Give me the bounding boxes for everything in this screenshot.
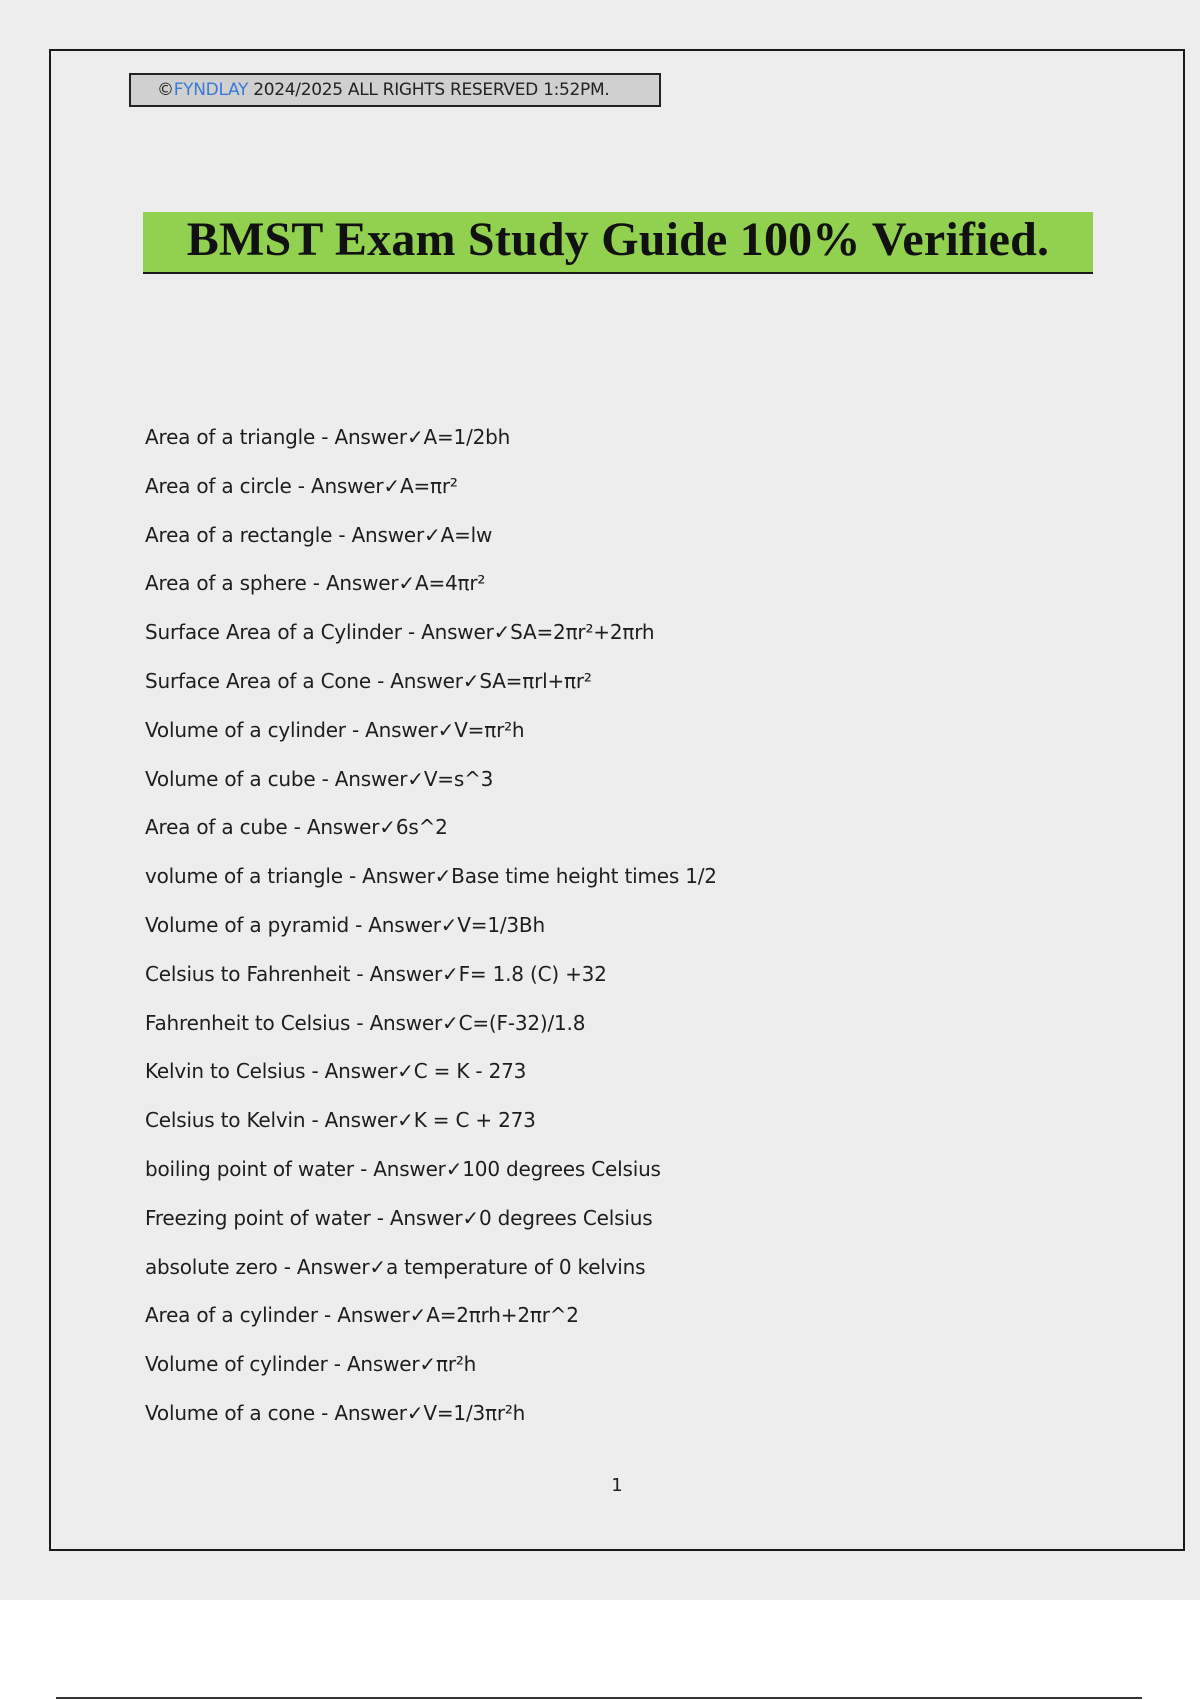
qa-item (145, 809, 717, 858)
qa-question: Volume of a cone - Answer (145, 1400, 407, 1425)
qa-question: Area of a cylinder - Answer (145, 1303, 410, 1328)
qa-answer: V=1/3πr²h (423, 1400, 526, 1425)
qa-answer: Base time height times 1/2 (451, 864, 717, 889)
qa-question: Volume of a cylinder - Answer (145, 717, 438, 742)
qa-answer: V=1/3Bh (457, 912, 545, 937)
check-icon: ✓ (406, 1400, 424, 1425)
qa-question: absolute zero - Answer (145, 1254, 370, 1279)
check-icon: ✓ (434, 864, 452, 889)
qa-question: Celsius to Fahrenheit - Answer (145, 961, 443, 986)
qa-answer: 0 degrees Celsius (478, 1205, 653, 1230)
qa-item (145, 1151, 717, 1200)
copyright-brand: FYNDLAY (173, 80, 249, 100)
check-icon: ✓ (369, 1254, 386, 1279)
qa-question: Area of a circle - Answer (145, 473, 384, 498)
check-icon: ✓ (442, 1010, 459, 1035)
qa-item (145, 1200, 717, 1249)
qa-list (145, 419, 717, 1444)
qa-answer: F= 1.8 (C) +32 (458, 961, 607, 986)
qa-question: Kelvin to Celsius - Answer (145, 1059, 398, 1084)
qa-question: Fahrenheit to Celsius - Answer (145, 1010, 443, 1035)
qa-answer: πr²h (435, 1352, 477, 1377)
qa-answer: K = C + 273 (413, 1108, 536, 1133)
check-icon: ✓ (379, 815, 396, 840)
qa-question: Volume of a cube - Answer (145, 766, 408, 791)
qa-question: Freezing point of water - Answer (145, 1205, 463, 1230)
qa-item (145, 565, 717, 614)
qa-item (145, 1005, 717, 1054)
next-page-divider (56, 1697, 1142, 1699)
qa-item (145, 1249, 717, 1298)
qa-answer: C=(F-32)/1.8 (458, 1010, 586, 1035)
check-icon: ✓ (398, 571, 415, 596)
qa-answer: A=πr² (399, 473, 458, 498)
qa-item (145, 419, 717, 468)
check-icon: ✓ (445, 1156, 463, 1181)
qa-answer: A=1/2bh (423, 425, 511, 449)
page-number: 1 (611, 1475, 623, 1496)
qa-answer: 100 degrees Celsius (462, 1156, 661, 1181)
qa-answer: A=4πr² (414, 571, 486, 596)
qa-item (145, 517, 717, 566)
qa-answer: C = K - 273 (413, 1059, 527, 1084)
check-icon: ✓ (397, 1059, 414, 1084)
qa-item (145, 614, 717, 663)
qa-question: Volume of cylinder - Answer (145, 1352, 420, 1377)
qa-item (145, 1297, 717, 1346)
document-title: BMST Exam Study Guide 100% Verified. (186, 213, 1050, 266)
qa-answer: SA=πrl+πr² (479, 668, 592, 693)
qa-question: Volume of a pyramid - Answer (145, 912, 441, 937)
qa-question: Area of a cube - Answer (145, 815, 380, 840)
qa-answer: V=s^3 (423, 766, 494, 791)
qa-question: Area of a triangle - Answer (145, 425, 407, 449)
qa-question: Area of a sphere - Answer (145, 571, 399, 596)
qa-question: Surface Area of a Cylinder - Answer (145, 620, 494, 645)
qa-item (145, 1053, 717, 1102)
check-icon: ✓ (409, 1303, 427, 1328)
qa-answer: a temperature of 0 kelvins (385, 1254, 646, 1279)
title-banner (143, 212, 1093, 274)
qa-item (145, 761, 717, 810)
qa-item (145, 663, 717, 712)
check-icon: ✓ (397, 1108, 414, 1133)
copyright-notice: 2024/2025 ALL RIGHTS RESERVED 1:52PM. (248, 80, 610, 100)
qa-question: volume of a triangle - Answer (145, 864, 435, 889)
qa-question: Surface Area of a Cone - Answer (145, 668, 463, 693)
qa-item (145, 1346, 717, 1395)
check-icon: ✓ (462, 668, 480, 693)
qa-answer: A=lw (440, 522, 493, 547)
qa-answer: 6s^2 (395, 815, 448, 840)
qa-question: Celsius to Kelvin - Answer (145, 1108, 398, 1133)
qa-item (145, 956, 717, 1005)
check-icon: ✓ (462, 1205, 479, 1230)
qa-item (145, 1395, 717, 1444)
check-icon: ✓ (406, 425, 424, 449)
qa-item (145, 1102, 717, 1151)
check-icon: ✓ (437, 717, 455, 742)
check-icon: ✓ (419, 1352, 436, 1377)
check-icon: ✓ (407, 766, 424, 791)
qa-item (145, 468, 717, 517)
qa-answer: V=πr²h (454, 717, 525, 742)
qa-question: Area of a rectangle - Answer (145, 522, 425, 547)
qa-question: boiling point of water - Answer (145, 1156, 446, 1181)
qa-item (145, 712, 717, 761)
qa-answer: SA=2πr²+2πrh (510, 620, 655, 645)
qa-item (145, 907, 717, 956)
copyright-header (129, 73, 661, 107)
check-icon: ✓ (493, 620, 511, 645)
qa-answer: A=2πrh+2πr^2 (426, 1303, 579, 1328)
copyright-symbol: © (157, 80, 174, 100)
qa-item (145, 858, 717, 907)
check-icon: ✓ (424, 522, 441, 547)
check-icon: ✓ (383, 473, 400, 498)
check-icon: ✓ (440, 912, 458, 937)
check-icon: ✓ (442, 961, 459, 986)
